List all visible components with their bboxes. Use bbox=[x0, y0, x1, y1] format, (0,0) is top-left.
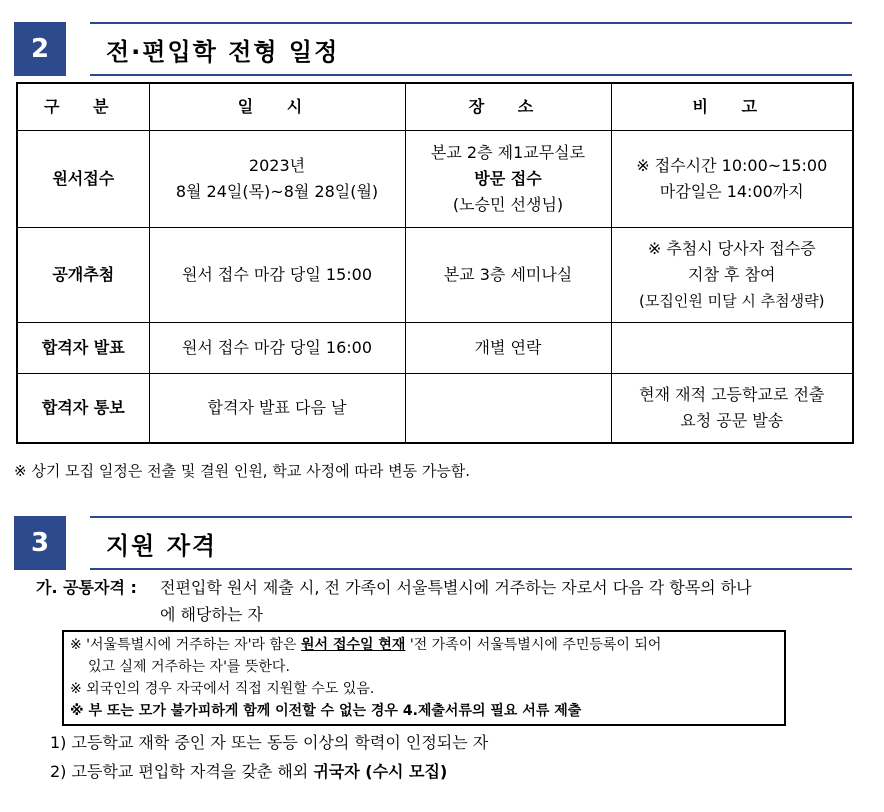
text-line: 전편입학 원서 제출 시, 전 가족이 서울특별시에 거주하는 자로서 다음 각 항목의 하나 bbox=[160, 578, 752, 597]
table-header-row bbox=[17, 83, 853, 131]
cell-line: 원서 접수 마감 당일 15:00 bbox=[181, 265, 373, 284]
table-row bbox=[17, 228, 853, 323]
notice-line bbox=[70, 634, 784, 656]
notice-emphasis: 원서 접수일 현재 bbox=[301, 637, 406, 653]
column-header: 비 고 bbox=[611, 83, 853, 131]
item-emphasis: 귀국자 (수시 모집) bbox=[313, 762, 448, 781]
column-header: 구 분 bbox=[17, 83, 149, 131]
section-3-header bbox=[14, 516, 852, 570]
notice-line: 있고 실제 거주하는 자'를 뜻한다. bbox=[88, 659, 290, 675]
row-label: 원서접수 bbox=[17, 131, 149, 228]
column-header: 장 소 bbox=[405, 83, 611, 131]
cell-line: 마감일은 14:00까지 bbox=[659, 182, 804, 201]
remark-cell bbox=[611, 323, 853, 374]
cell-line: 요청 공문 발송 bbox=[680, 411, 784, 430]
list-item: 1) 고등학교 재학 중인 자 또는 동등 이상의 학력이 인정되는 자 bbox=[50, 733, 489, 752]
cell-line: 8월 24일(목)~8월 28일(월) bbox=[175, 182, 379, 201]
section-title: 전·편입학 전형 일정 bbox=[90, 22, 852, 76]
datetime-cell bbox=[149, 228, 405, 323]
cell-line: ※ 접수시간 10:00~15:00 bbox=[636, 156, 828, 175]
row-label: 합격자 통보 bbox=[17, 374, 149, 444]
notice-box bbox=[62, 630, 786, 726]
notice-text: '전 가족이 서울특별시에 주민등록이 되어 bbox=[405, 637, 662, 653]
row-label: 합격자 발표 bbox=[17, 323, 149, 374]
place-cell bbox=[405, 323, 611, 374]
datetime-cell bbox=[149, 374, 405, 444]
remark-cell bbox=[611, 228, 853, 323]
table-note: ※ 상기 모집 일정은 전출 및 결원 인원, 학교 사정에 따라 변동 가능함. bbox=[14, 462, 471, 480]
column-header: 일 시 bbox=[149, 83, 405, 131]
datetime-cell bbox=[149, 131, 405, 228]
notice-line: ※ 부 또는 모가 불가피하게 함께 이전할 수 없는 경우 4.제출서류의 필요 서류 제출 bbox=[70, 703, 582, 719]
list-item bbox=[50, 757, 488, 786]
section-number: 2 bbox=[14, 22, 66, 76]
table-row bbox=[17, 323, 853, 374]
qualification-label: 가. 공통자격 : bbox=[36, 578, 137, 597]
notice-line: ※ 외국인의 경우 자국에서 직접 지원할 수도 있음. bbox=[70, 681, 375, 697]
qualification-text bbox=[160, 574, 866, 628]
cell-line: 2023년 bbox=[248, 156, 306, 175]
cell-line: 본교 2층 제1교무실로 bbox=[430, 143, 586, 162]
cell-line: (모집인원 미달 시 추첨생략) bbox=[639, 292, 825, 310]
cell-line: 본교 3층 세미나실 bbox=[443, 265, 573, 284]
datetime-cell bbox=[149, 323, 405, 374]
remark-cell bbox=[611, 374, 853, 444]
section-2-header bbox=[14, 22, 852, 76]
schedule-table bbox=[16, 82, 854, 444]
place-cell bbox=[405, 131, 611, 228]
common-qualification bbox=[36, 574, 866, 624]
table-row bbox=[17, 131, 853, 228]
item-text: 2) 고등학교 편입학 자격을 갖춘 해외 bbox=[50, 762, 314, 781]
cell-line: 개별 연락 bbox=[474, 338, 542, 357]
cell-line: 지참 후 참여 bbox=[688, 265, 776, 284]
cell-line: 현재 재적 고등학교로 전출 bbox=[639, 385, 825, 404]
cell-line: 합격자 발표 다음 날 bbox=[207, 398, 347, 417]
place-cell bbox=[405, 374, 611, 444]
section-number: 3 bbox=[14, 516, 66, 570]
section-title: 지원 자격 bbox=[90, 516, 852, 570]
qualification-items bbox=[50, 728, 488, 786]
text-line: 에 해당하는 자 bbox=[160, 605, 263, 624]
cell-line: 원서 접수 마감 당일 16:00 bbox=[181, 338, 373, 357]
row-label: 공개추첨 bbox=[17, 228, 149, 323]
notice-text: ※ '서울특별시에 거주하는 자'라 함은 bbox=[70, 637, 302, 653]
remark-cell bbox=[611, 131, 853, 228]
cell-line: 방문 접수 bbox=[474, 169, 542, 188]
place-cell bbox=[405, 228, 611, 323]
cell-line: ※ 추첨시 당사자 접수증 bbox=[647, 239, 816, 258]
table-row bbox=[17, 374, 853, 444]
cell-line: (노승민 선생님) bbox=[452, 195, 564, 214]
